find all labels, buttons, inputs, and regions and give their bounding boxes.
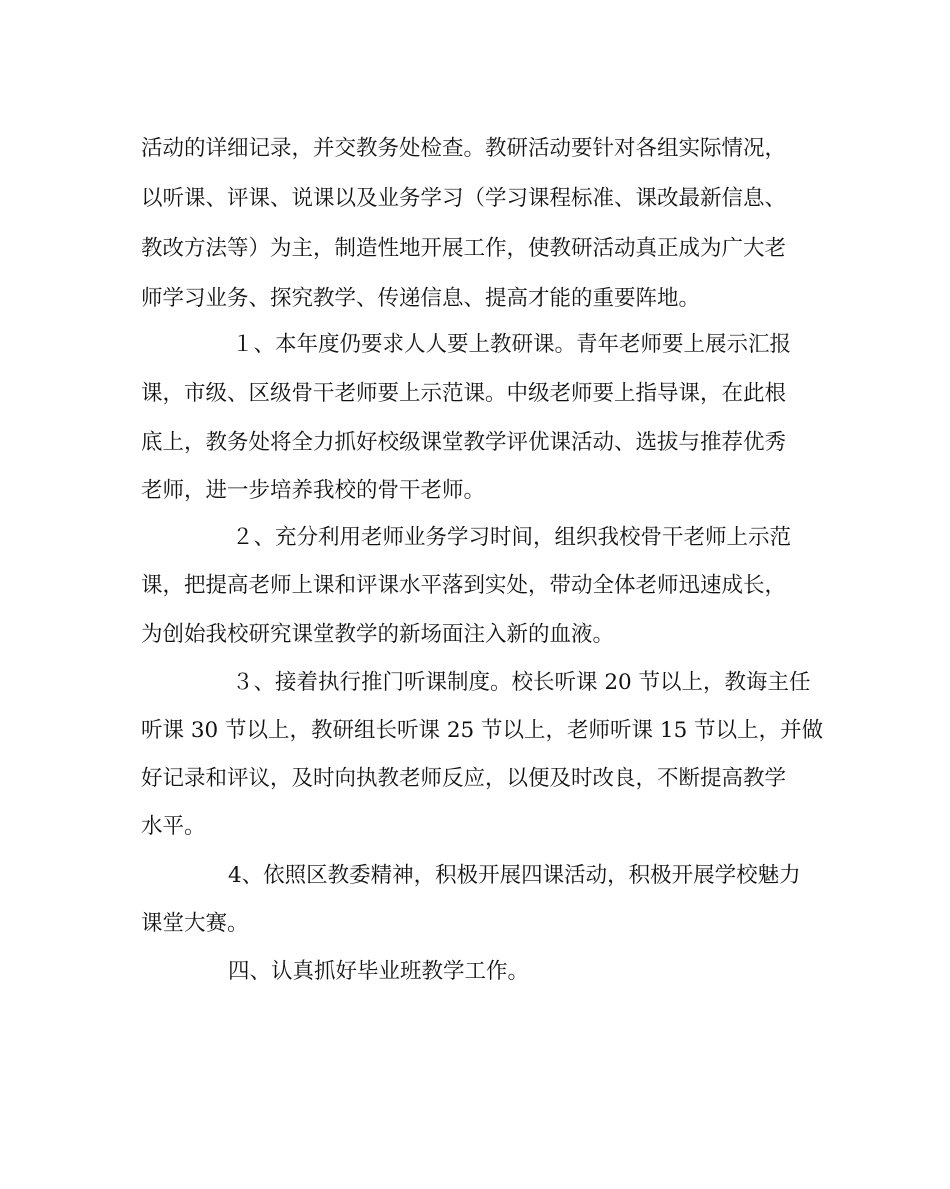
text-line: 活动的详细记录，并交教务处检查。教研活动要针对各组实际情况， bbox=[141, 136, 787, 161]
text-line: ３、接着执行推门听课制度。校长听课 20 节以上，教诲主任 bbox=[232, 670, 811, 695]
text-line: 教改方法等）为主，制造性地开展工作，使教研活动真正成为广大老 bbox=[141, 236, 787, 261]
text-line: ２、充分利用老师业务学习时间，组织我校骨干老师上示范 bbox=[232, 525, 792, 550]
text-line: 以听课、评课、说课以及业务学习（学习课程标准、课改最新信息、 bbox=[141, 186, 787, 211]
text-line: 课，把提高老师上课和评课水平落到实处，带动全体老师迅速成长， bbox=[141, 573, 787, 598]
text-line: 师学习业务、探究教学、传递信息、提高才能的重要阵地。 bbox=[141, 286, 701, 311]
text-line: 老师，进一步培养我校的骨干老师。 bbox=[141, 478, 486, 503]
text-line: 4、依照区教委精神，积极开展四课活动，积极开展学校魅力 bbox=[228, 863, 801, 888]
text-line: 底上，教务处将全力抓好校级课堂教学评优课活动、选拔与推荐优秀 bbox=[141, 430, 787, 455]
text-line: 为创始我校研究课堂教学的新场面注入新的血液。 bbox=[141, 622, 615, 647]
section-heading: 四、认真抓好毕业班教学工作。 bbox=[228, 959, 530, 984]
text-line: 课堂大赛。 bbox=[141, 911, 249, 936]
text-line: 课，市级、区级骨干老师要上示范课。中级老师要上指导课，在此根 bbox=[141, 381, 787, 406]
text-line: 听课 30 节以上，教研组长听课 25 节以上，老师听课 15 节以上，并做 bbox=[141, 718, 824, 743]
text-line: 水平。 bbox=[141, 814, 206, 839]
text-line: 好记录和评议，及时向执教老师反应，以便及时改良，不断提高教学 bbox=[141, 766, 787, 791]
text-line: １、本年度仍要求人人要上教研课。青年老师要上展示汇报 bbox=[232, 332, 792, 357]
